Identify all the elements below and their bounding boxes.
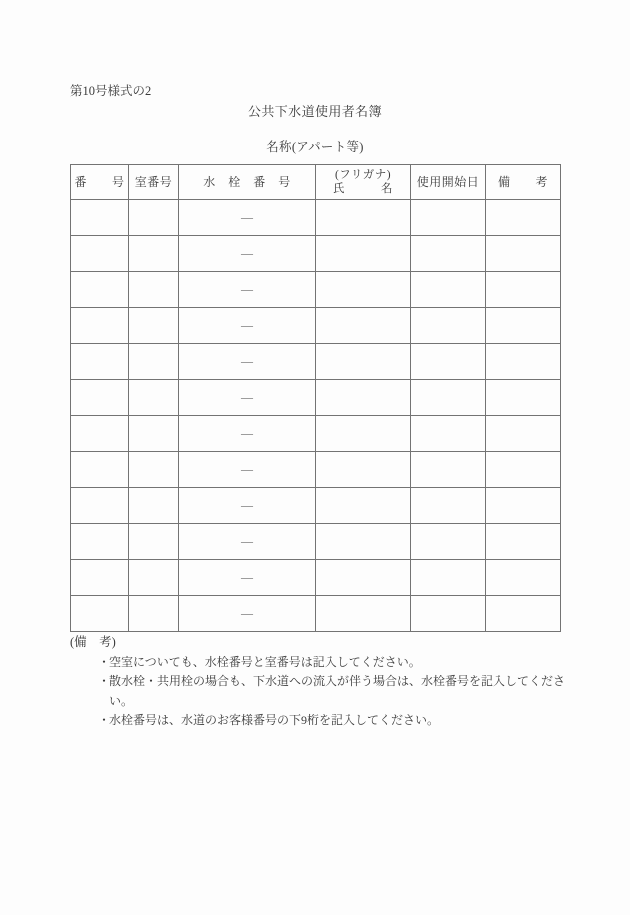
faucet-dash-mark: ―: [241, 534, 253, 548]
cell-faucet[interactable]: [179, 452, 316, 488]
cell-room[interactable]: [129, 344, 179, 380]
cell-room[interactable]: [129, 416, 179, 452]
cell-faucet[interactable]: [179, 272, 316, 308]
cell-room[interactable]: [129, 380, 179, 416]
notes-section: [70, 633, 570, 731]
column-header-name-furigana: (フリガナ): [334, 168, 392, 181]
cell-faucet[interactable]: [179, 380, 316, 416]
cell-start_date[interactable]: [411, 200, 486, 236]
cell-start_date[interactable]: [411, 560, 486, 596]
cell-faucet[interactable]: [179, 524, 316, 560]
cell-number[interactable]: [71, 524, 129, 560]
cell-room[interactable]: [129, 488, 179, 524]
cell-remarks[interactable]: [486, 416, 561, 452]
cell-start_date[interactable]: [411, 272, 486, 308]
faucet-dash-mark: ―: [241, 390, 253, 404]
cell-room[interactable]: [129, 200, 179, 236]
note-text: 水栓番号は、水道のお客様番号の下9桁を記入してください。: [109, 713, 440, 728]
cell-name[interactable]: [316, 308, 411, 344]
bullet-icon: ・: [98, 713, 111, 728]
cell-remarks[interactable]: [486, 380, 561, 416]
faucet-dash-mark: ―: [241, 354, 253, 368]
cell-name[interactable]: [316, 488, 411, 524]
notes-list: [70, 653, 570, 731]
table-row: [71, 452, 561, 488]
register-table-container: [70, 164, 560, 632]
column-header-start-date-label: 使用開始日: [416, 174, 480, 189]
bullet-icon: ・: [98, 674, 111, 689]
column-header-start-date: [411, 165, 486, 200]
cell-faucet[interactable]: [179, 488, 316, 524]
cell-remarks[interactable]: [486, 452, 561, 488]
cell-room[interactable]: [129, 596, 179, 632]
cell-number[interactable]: [71, 200, 129, 236]
cell-name[interactable]: [316, 272, 411, 308]
cell-faucet[interactable]: [179, 344, 316, 380]
cell-start_date[interactable]: [411, 344, 486, 380]
table-row: [71, 344, 561, 380]
cell-remarks[interactable]: [486, 272, 561, 308]
cell-remarks[interactable]: [486, 236, 561, 272]
cell-room[interactable]: [129, 272, 179, 308]
faucet-dash-mark: ―: [241, 210, 253, 224]
table-row: [71, 272, 561, 308]
cell-remarks[interactable]: [486, 596, 561, 632]
cell-remarks[interactable]: [486, 308, 561, 344]
column-header-remarks: [486, 165, 561, 200]
cell-start_date[interactable]: [411, 416, 486, 452]
cell-number[interactable]: [71, 308, 129, 344]
cell-name[interactable]: [316, 524, 411, 560]
cell-room[interactable]: [129, 308, 179, 344]
cell-name[interactable]: [316, 344, 411, 380]
table-row: [71, 524, 561, 560]
cell-room[interactable]: [129, 236, 179, 272]
notes-heading: (備 考): [70, 635, 116, 649]
note-item: [98, 653, 570, 672]
cell-room[interactable]: [129, 560, 179, 596]
faucet-dash-mark: ―: [241, 498, 253, 512]
table-row: [71, 200, 561, 236]
cell-name[interactable]: [316, 380, 411, 416]
cell-number[interactable]: [71, 380, 129, 416]
column-header-name-label: 氏 名: [333, 183, 393, 195]
table-row: [71, 380, 561, 416]
table-row: [71, 560, 561, 596]
cell-remarks[interactable]: [486, 200, 561, 236]
cell-remarks[interactable]: [486, 524, 561, 560]
cell-number[interactable]: [71, 560, 129, 596]
column-header-number: [71, 165, 129, 200]
cell-number[interactable]: [71, 272, 129, 308]
cell-faucet[interactable]: [179, 416, 316, 452]
faucet-dash-mark: ―: [241, 282, 253, 296]
column-header-faucet: [179, 165, 316, 200]
cell-remarks[interactable]: [486, 488, 561, 524]
table-header-row: [71, 165, 561, 200]
cell-start_date[interactable]: [411, 308, 486, 344]
cell-name[interactable]: [316, 416, 411, 452]
column-header-room-label: 室番号: [134, 174, 173, 189]
cell-start_date[interactable]: [411, 488, 486, 524]
cell-number[interactable]: [71, 596, 129, 632]
cell-number[interactable]: [71, 344, 129, 380]
table-row: [71, 416, 561, 452]
cell-faucet[interactable]: [179, 596, 316, 632]
cell-remarks[interactable]: [486, 560, 561, 596]
cell-number[interactable]: [71, 452, 129, 488]
cell-start_date[interactable]: [411, 596, 486, 632]
cell-room[interactable]: [129, 452, 179, 488]
cell-number[interactable]: [71, 236, 129, 272]
column-header-name: [316, 165, 411, 200]
faucet-dash-mark: ―: [241, 318, 253, 332]
cell-faucet[interactable]: [179, 308, 316, 344]
cell-name[interactable]: [316, 560, 411, 596]
cell-start_date[interactable]: [411, 524, 486, 560]
page-title: 公共下水道使用者名簿: [247, 104, 382, 119]
note-text: 散水栓・共用栓の場合も、下水道への流入が伴う場合は、水栓番号を記入してください。: [109, 674, 566, 708]
bullet-icon: ・: [98, 654, 111, 669]
faucet-dash-mark: ―: [241, 462, 253, 476]
note-item: [98, 672, 570, 711]
cell-room[interactable]: [129, 524, 179, 560]
table-row: [71, 236, 561, 272]
cell-faucet[interactable]: [179, 560, 316, 596]
cell-start_date[interactable]: [411, 452, 486, 488]
faucet-dash-mark: ―: [241, 246, 253, 260]
page-subtitle: 名称(アパート等): [266, 140, 364, 154]
register-table: [70, 164, 561, 632]
cell-name[interactable]: [316, 596, 411, 632]
cell-remarks[interactable]: [486, 344, 561, 380]
table-row: [71, 308, 561, 344]
cell-number[interactable]: [71, 416, 129, 452]
cell-faucet[interactable]: [179, 236, 316, 272]
column-header-remarks-label: 備 考: [497, 174, 548, 189]
table-row: [71, 596, 561, 632]
faucet-dash-mark: ―: [241, 426, 253, 440]
form-number: 第10号様式の2: [70, 84, 152, 98]
cell-faucet[interactable]: [179, 200, 316, 236]
cell-start_date[interactable]: [411, 380, 486, 416]
cell-name[interactable]: [316, 200, 411, 236]
column-header-number-label: 番 号: [74, 174, 125, 189]
cell-start_date[interactable]: [411, 236, 486, 272]
note-item: [98, 711, 570, 730]
table-header: [71, 165, 561, 200]
cell-name[interactable]: [316, 452, 411, 488]
table-body: [71, 200, 561, 632]
cell-name[interactable]: [316, 236, 411, 272]
faucet-dash-mark: ―: [241, 570, 253, 584]
column-header-room: [129, 165, 179, 200]
cell-number[interactable]: [71, 488, 129, 524]
faucet-dash-mark: ―: [241, 606, 253, 620]
table-row: [71, 488, 561, 524]
column-header-faucet-label: 水 栓 番 号: [203, 174, 291, 189]
note-text: 空室についても、水栓番号と室番号は記入してください。: [109, 654, 421, 669]
